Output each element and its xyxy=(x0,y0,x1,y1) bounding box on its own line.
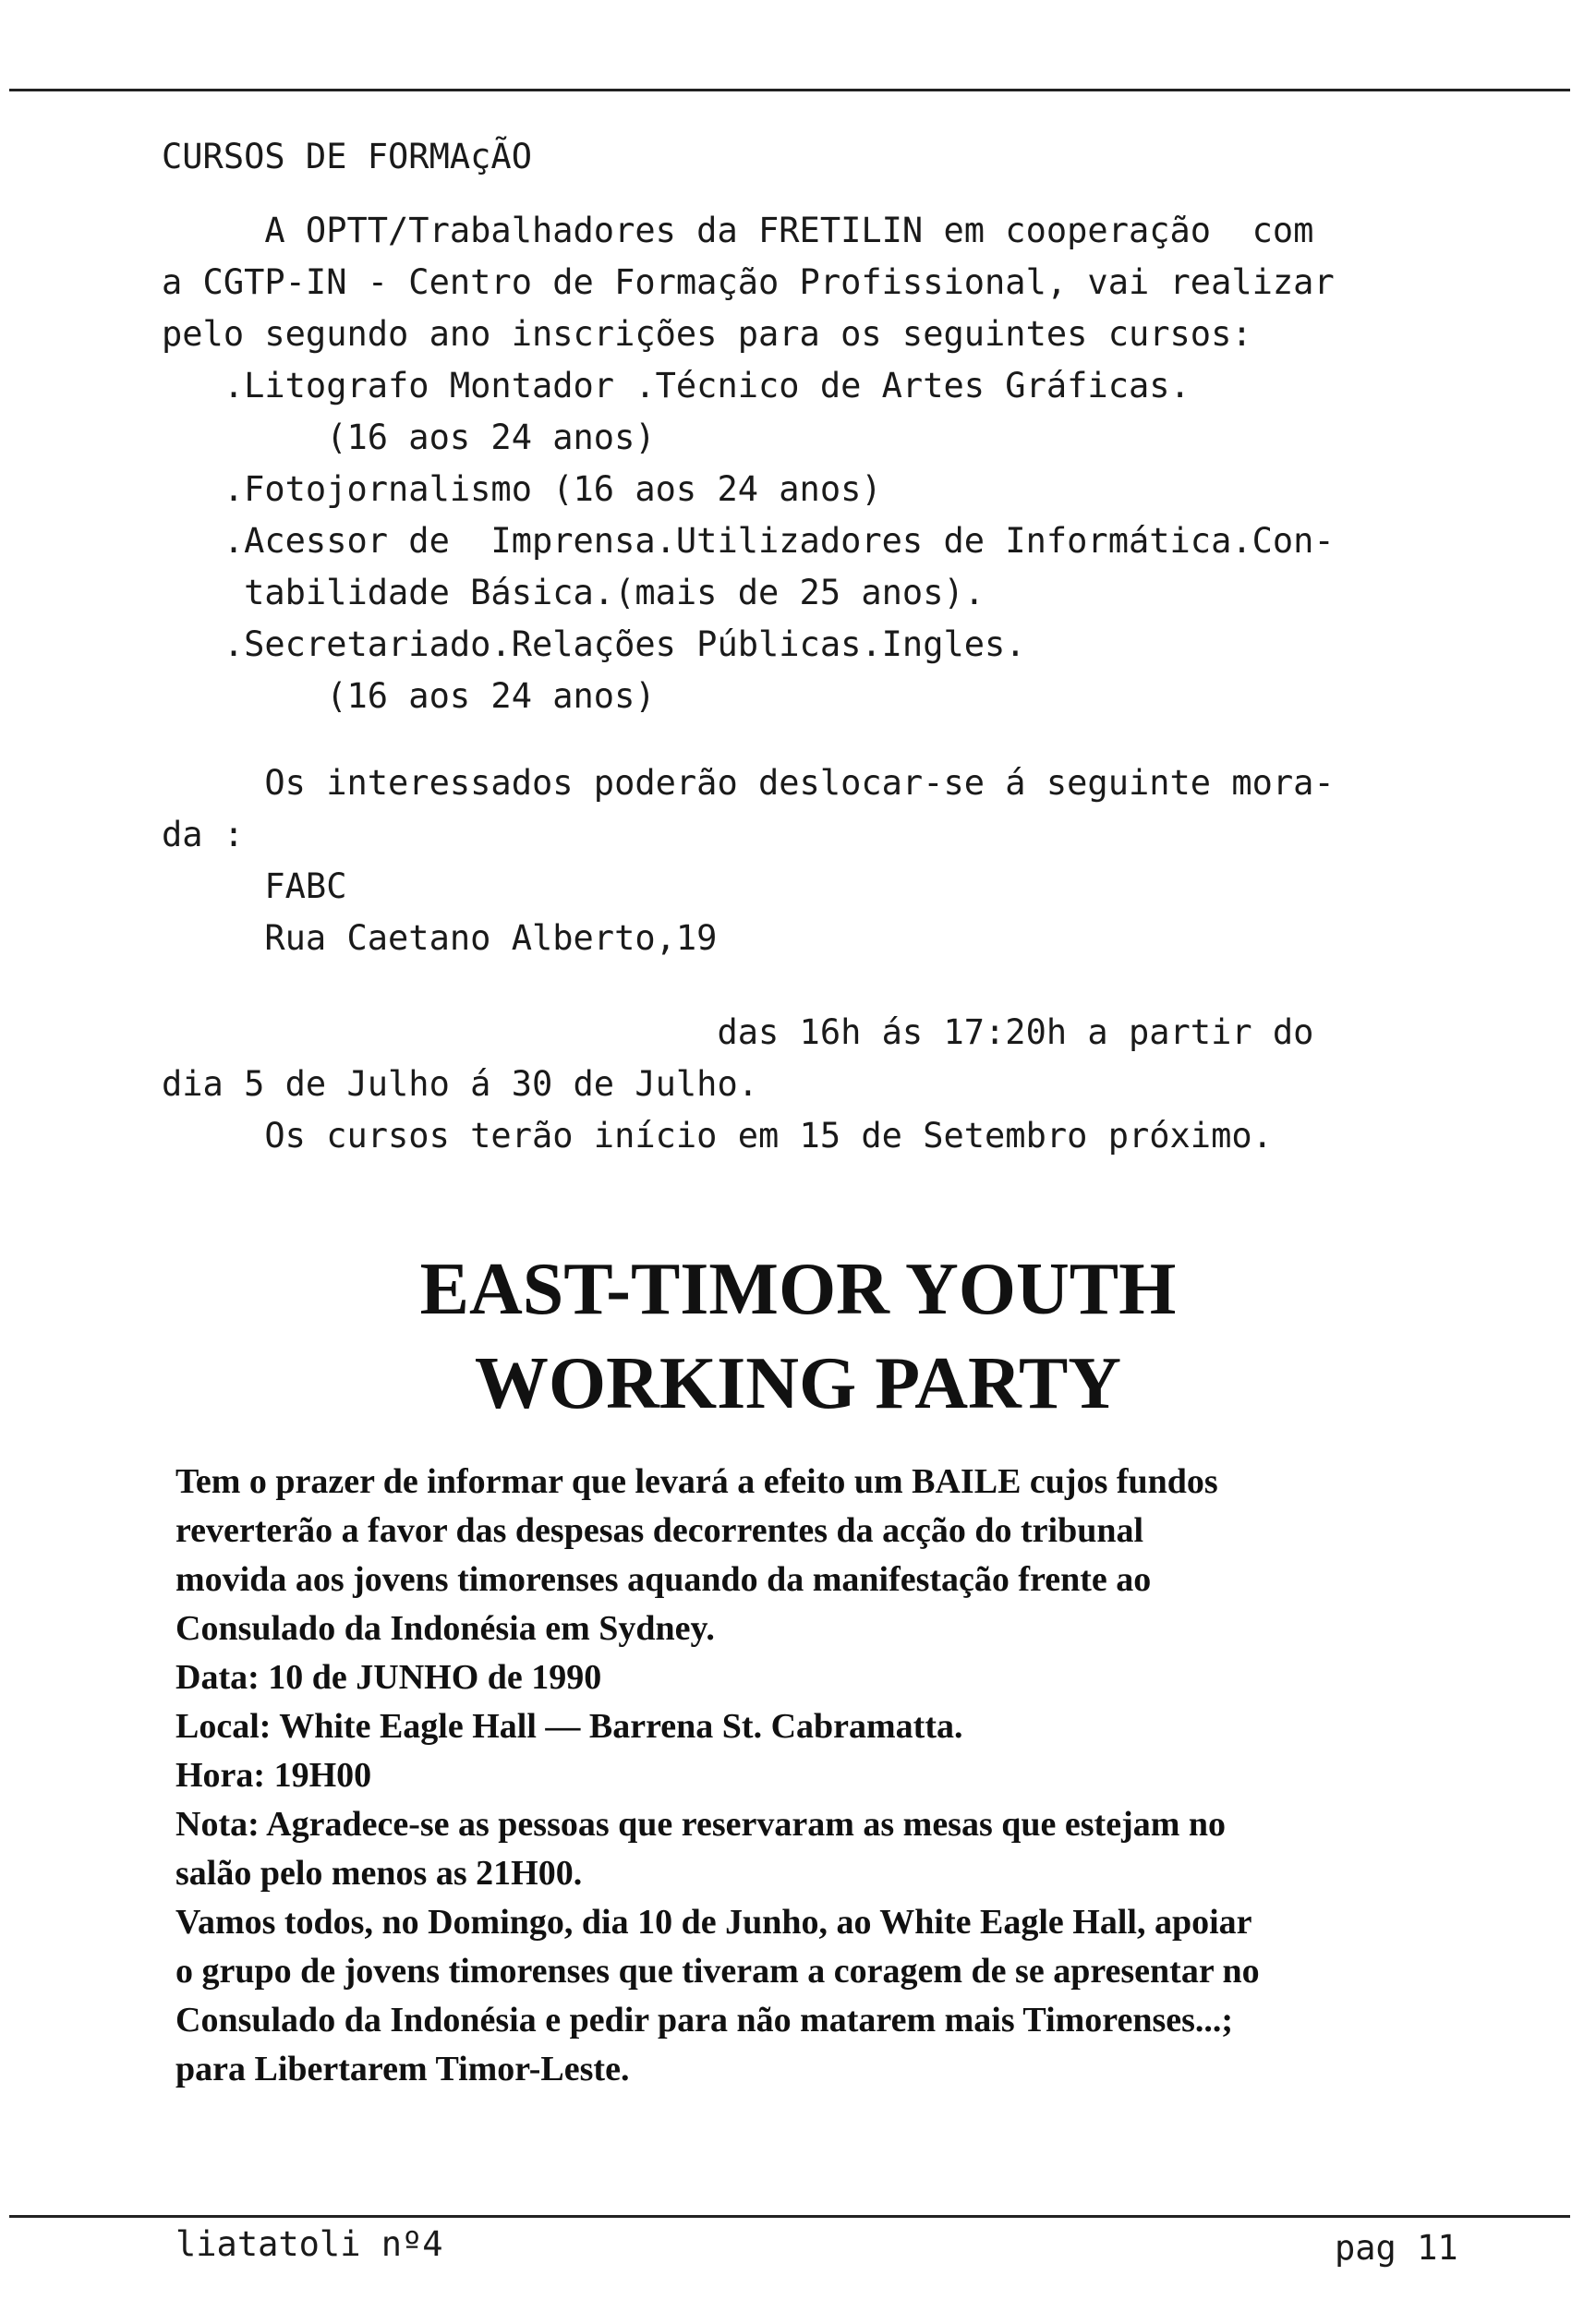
text-line: para Libertarem Timor-Leste. xyxy=(175,2050,630,2088)
text-line: movida aos jovens timorenses aquando da manifestação frente ao xyxy=(175,1560,1152,1599)
text-line: Os cursos terão início em 15 de Setembro próximo. xyxy=(162,1116,1273,1156)
top-rule xyxy=(9,89,1570,91)
text-line: Hora: 19H00 xyxy=(175,1756,372,1795)
text-line: o grupo de jovens timorenses que tiveram a coragem de se apresentar no xyxy=(175,1952,1260,1991)
text-line: Nota: Agradece-se as pessoas que reservaram as mesas que estejam no xyxy=(175,1805,1227,1844)
text-line: da : xyxy=(162,815,245,854)
text-line: tabilidade Básica.(mais de 25 anos). xyxy=(162,573,985,612)
event-heading-line2: WORKING PARTY xyxy=(474,1343,1122,1424)
text-line: FABC xyxy=(162,866,347,906)
text-line: .Secretariado.Relações Públicas.Ingles. xyxy=(162,624,1026,664)
text-line: Local: White Eagle Hall — Barrena St. Cabramatta. xyxy=(175,1707,963,1746)
text-line: salão pelo menos as 21H00. xyxy=(175,1854,583,1893)
section-title: CURSOS DE FORMAçÃO xyxy=(162,137,532,176)
text-line: Consulado da Indonésia em Sydney. xyxy=(175,1609,715,1648)
text-line: Consulado da Indonésia e pedir para não matarem mais Timorenses...; xyxy=(175,2001,1234,2040)
text-line: a CGTP-IN - Centro de Formação Profissional, vai realizar xyxy=(162,262,1335,302)
text-line: .Fotojornalismo (16 aos 24 anos) xyxy=(162,469,882,509)
footer-page-number: pag 11 xyxy=(1335,2228,1458,2268)
text-line: .Acessor de Imprensa.Utilizadores de Informática.Con- xyxy=(162,521,1335,561)
text-line: (16 aos 24 anos) xyxy=(162,418,656,457)
text-line: das 16h ás 17:20h a partir do xyxy=(162,1012,1314,1052)
text-line: dia 5 de Julho á 30 de Julho. xyxy=(162,1064,759,1104)
text-line: (16 aos 24 anos) xyxy=(162,676,656,716)
event-heading-line1: EAST-TIMOR YOUTH xyxy=(419,1249,1177,1330)
text-line: .Litografo Montador .Técnico de Artes Gráficas. xyxy=(162,366,1191,406)
footer-publication: liatatoli nº4 xyxy=(175,2224,443,2264)
text-line: pelo segundo ano inscrições para os seguintes cursos: xyxy=(162,314,1252,354)
text-line: A OPTT/Trabalhadores da FRETILIN em cooperação com xyxy=(162,211,1314,250)
text-line: Rua Caetano Alberto,19 xyxy=(162,918,718,958)
text-line: Data: 10 de JUNHO de 1990 xyxy=(175,1658,602,1697)
text-line: Os interessados poderão deslocar-se á seguinte mora- xyxy=(162,763,1335,803)
text-line: reverterão a favor das despesas decorrentes da acção do tribunal xyxy=(175,1511,1144,1550)
bottom-rule xyxy=(9,2215,1570,2218)
text-line: Tem o prazer de informar que levará a efeito um BAILE cujos fundos xyxy=(175,1462,1218,1501)
text-line: Vamos todos, no Domingo, dia 10 de Junho, ao White Eagle Hall, apoiar xyxy=(175,1903,1252,1942)
